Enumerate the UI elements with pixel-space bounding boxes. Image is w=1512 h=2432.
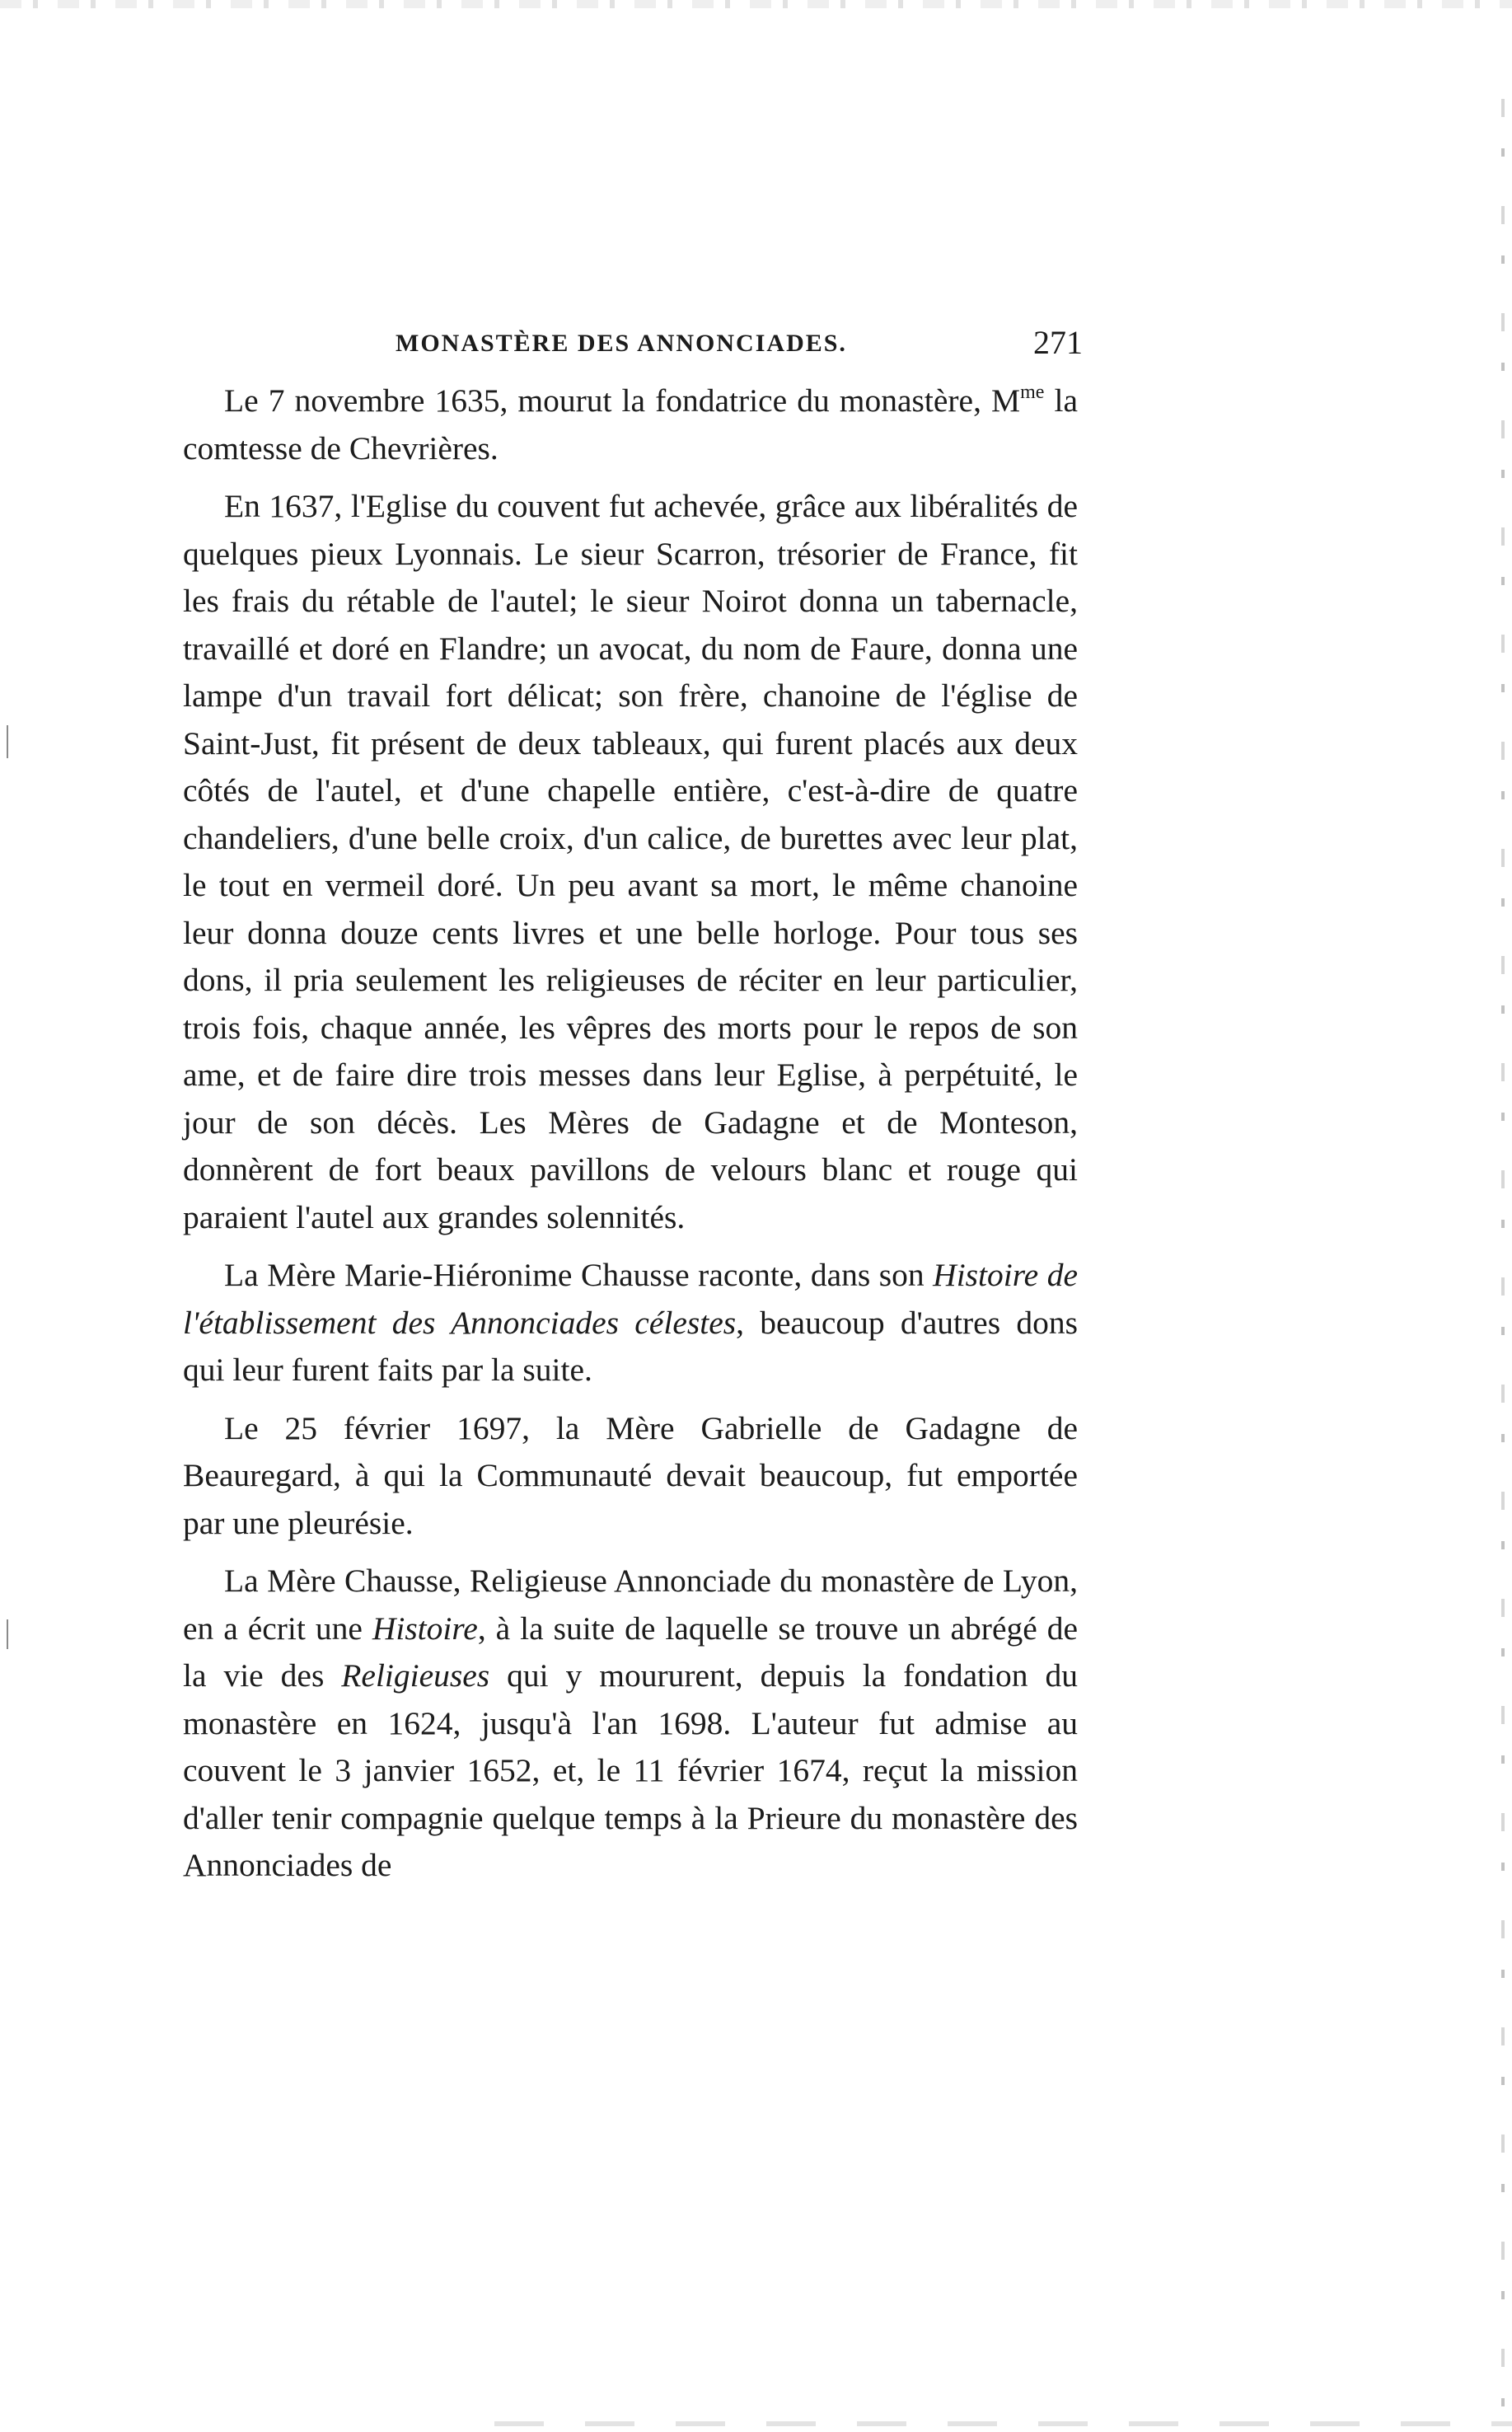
paragraph: [183, 377, 1078, 472]
paragraph: En 1637, l'Eglise du couvent fut achevée, grâce aux libéralités de quelques pieux Lyonnais. Le sieur Scarron, trésorier de France, fit les frais du rétable de l'autel; le sieur Noirot donna un tabernacle, travaillé et doré en Flandre; un avocat, du nom de Faure, donna une lampe d'un travail fort délicat; son frère, chanoine de l'église de Saint-Just, fit présent de deux tableaux, qui furent placés aux deux côtés de l'autel, et d'une chapelle entière, c'est-à-dire de quatre chandeliers, d'une belle croix, d'un calice, de burettes avec leur plat, le tout en vermeil doré. Un peu avant sa mort, le même chanoine leur donna douze cents livres et une belle horloge. Pour tous ses dons, il pria seulement les religieuses de réciter en leur particulier, trois fois, chaque année, les vêpres des morts pour le repos de son ame, et de faire dire trois messes dans leur Eglise, à perpétuité, le jour de son décès. Les Mères de Gadagne et de Monteson, donnèrent de fort beaux pavillons de velours blanc et rouge qui paraient l'autel aux grandes solennités.: [183, 488, 1078, 1235]
text-run: qui y moururent, depuis la fondation du monastère en 1624, jusqu'à l'an 1698. L'auteur fut admise au couvent le 3 janvier 1652, et, le 11 février 1674, reçut la mission d'aller tenir compagnie quelque temps à la Prieure du monastère des Annonciades de: [183, 1657, 1078, 1883]
scan-edge-bottom: [494, 2421, 1512, 2426]
text-run: Le 7 novembre 1635, mourut la fondatrice du monastère, M: [224, 382, 1021, 419]
scan-mark-left: [7, 1619, 8, 1649]
book-title: Histoire de l'établissement des Annonciades célestes: [183, 1257, 1078, 1341]
text-body: [183, 377, 1078, 1890]
scan-edge-top: [0, 0, 1512, 8]
italic-term: Histoire: [372, 1610, 478, 1647]
italic-term: Religieuses: [341, 1657, 490, 1694]
paragraph: [183, 1558, 1078, 1890]
text-run: , beaucoup d'autres dons qui leur furent faits par la suite.: [183, 1304, 1079, 1388]
scan-mark-left: [7, 725, 8, 758]
text-run: La Mère Marie-Hiéronime Chausse raconte, dans son: [224, 1257, 934, 1293]
text-run: , à la suite de laquelle se trouve un abrégé de la vie des: [183, 1610, 1078, 1694]
text-run: la comtesse de Chevrières.: [183, 382, 1078, 466]
paragraph: [183, 1252, 1078, 1394]
text-run: La Mère Chausse, Religieuse Annonciade du monastère de Lyon, en a écrit une: [183, 1563, 1078, 1647]
running-title: MONASTÈRE DES ANNONCIADES.: [396, 330, 847, 357]
superscript: me: [1020, 382, 1045, 403]
page-number: 271: [1033, 324, 1083, 361]
running-head: [396, 323, 1088, 373]
paragraph: Le 25 février 1697, la Mère Gabrielle de Gadagne de Beauregard, à qui la Communauté devait beaucoup, fut emportée par une pleurésie.: [183, 1409, 1078, 1541]
scan-edge-right: [1501, 99, 1505, 2406]
